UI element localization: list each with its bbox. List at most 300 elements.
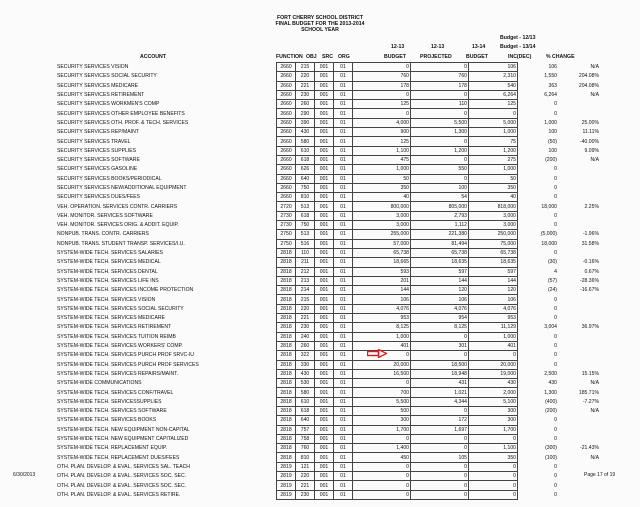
projected-cell: 120 <box>411 286 469 295</box>
pct-change-cell <box>558 416 600 425</box>
src-cell: 001 <box>315 230 334 239</box>
projected-cell: 4,344 <box>411 397 469 406</box>
budget-1314-cell: 5,000 <box>469 118 518 127</box>
function-cell: 2818 <box>277 276 296 285</box>
src-header: SRC <box>322 54 333 60</box>
pct-change-cell <box>558 314 600 323</box>
table-row <box>56 434 600 443</box>
budget-1213-cell: 0 <box>353 109 411 118</box>
budget-1314-header: BUDGET <box>466 54 488 60</box>
projected-cell: 0 <box>411 481 469 490</box>
projected-cell: 0 <box>411 351 469 360</box>
src-cell: 001 <box>315 128 334 137</box>
org-cell: 01 <box>334 453 353 462</box>
org-cell: 01 <box>334 239 353 248</box>
projected-cell: 1,112 <box>411 221 469 230</box>
src-cell: 001 <box>315 276 334 285</box>
obj-cell: 220 <box>296 472 315 481</box>
budget-1213-cell: 125 <box>353 137 411 146</box>
obj-cell: 221 <box>296 481 315 490</box>
account-cell: SYSTEM-WIDE TECH. SERVICES PURCH PROF SRVC-IU <box>57 352 194 359</box>
org-cell: 01 <box>334 72 353 81</box>
budget-1213-cell: 4,000 <box>353 118 411 127</box>
inc-dec-cell: 1,550 <box>544 73 557 80</box>
function-cell: 2818 <box>277 416 296 425</box>
projected-cell: 0 <box>411 462 469 471</box>
budget-subtitle: FINAL BUDGET FOR THE 2013-2014 <box>275 21 365 27</box>
account-cell: SYSTEM-WIDE TECH. SERVICES RETIREMENT <box>57 324 172 331</box>
account-cell: SYSTEM-WIDE TECH. NEW EQUIPMENT CAPITALIZED <box>57 436 189 443</box>
table-row <box>56 118 600 127</box>
table-row <box>56 239 600 248</box>
inc-dec-cell: (24) <box>547 287 557 294</box>
projected-cell: 0 <box>411 174 469 183</box>
table-row <box>56 267 600 276</box>
projected-cell: 1,021 <box>411 388 469 397</box>
table-row <box>56 314 600 323</box>
org-cell: 01 <box>334 425 353 434</box>
inc-dec-cell: 0 <box>554 352 557 359</box>
obj-cell: 221 <box>296 81 315 90</box>
projected-cell: 0 <box>411 63 469 72</box>
obj-cell: 215 <box>296 295 315 304</box>
function-cell: 2660 <box>277 90 296 99</box>
account-cell: OTH. PLAN. DEVELOP. & EVAL. SERVICES SOC. SEC. <box>57 473 187 480</box>
pct-change-cell <box>558 360 600 369</box>
function-cell: 2660 <box>277 128 296 137</box>
function-cell: 2660 <box>277 193 296 202</box>
table-row <box>56 193 600 202</box>
src-cell: 001 <box>315 221 334 230</box>
table-row <box>56 146 600 155</box>
budget-1213-cell: 125 <box>353 100 411 109</box>
budget-1213-cell: 8,125 <box>353 323 411 332</box>
budget-1213-cell: 40 <box>353 193 411 202</box>
src-cell: 001 <box>315 397 334 406</box>
org-cell: 01 <box>334 109 353 118</box>
account-cell: OTH. PLAN. DEVELOP. & EVAL. SERVICES SAL. TEACH <box>57 463 190 470</box>
account-cell: OTH. PLAN. DEVELOP. & EVAL. SERVICES RETIRE. <box>57 491 181 498</box>
pct-change-cell <box>558 341 600 350</box>
account-cell: SYSTEM-WIDE TECH. SERVICES SALARIES <box>57 250 163 257</box>
year-1213-projected-label: 12-13 <box>431 44 445 50</box>
budget-1213-cell: 0 <box>353 481 411 490</box>
function-cell: 2818 <box>277 341 296 350</box>
table-row <box>56 109 600 118</box>
table-row <box>56 360 600 369</box>
account-cell: SECURITY SERVICES WORKMEN'S COMP <box>57 101 160 108</box>
budget-1314-cell: 1,000 <box>469 128 518 137</box>
table-row <box>56 323 600 332</box>
account-cell: SECURITY SERVICES OTH. PROF. & TECH. SERVICES <box>57 119 189 126</box>
school-year-label: SCHOOL YEAR <box>301 27 339 33</box>
inc-dec-cell: 1,000 <box>544 119 557 126</box>
org-cell: 01 <box>334 267 353 276</box>
function-cell: 2818 <box>277 248 296 257</box>
org-cell: 01 <box>334 137 353 146</box>
org-cell: 01 <box>334 304 353 313</box>
table-row <box>56 425 600 434</box>
budget-1314-cell: 19,000 <box>469 369 518 378</box>
function-cell: 2660 <box>277 146 296 155</box>
budget-1213-cell: 1,100 <box>353 146 411 155</box>
inc-dec-cell: 0 <box>554 110 557 117</box>
table-row <box>56 453 600 462</box>
budget-1213-cell: 0 <box>353 90 411 99</box>
projected-cell: 301 <box>411 341 469 350</box>
org-cell: 01 <box>334 193 353 202</box>
budget-1213-cell: 3,000 <box>353 221 411 230</box>
obj-cell: 757 <box>296 425 315 434</box>
projected-cell: 65,738 <box>411 248 469 257</box>
org-cell: 01 <box>334 351 353 360</box>
inc-dec-cell: 0 <box>554 343 557 350</box>
src-cell: 001 <box>315 211 334 220</box>
org-cell: 01 <box>334 81 353 90</box>
inc-dec-cell: 106 <box>548 64 557 71</box>
org-cell: 01 <box>334 472 353 481</box>
budget-1314-cell: 75 <box>469 137 518 146</box>
src-cell: 001 <box>315 453 334 462</box>
table-row <box>56 369 600 378</box>
org-cell: 01 <box>334 314 353 323</box>
budget-1213-cell: 178 <box>353 81 411 90</box>
pct-change-cell <box>558 248 600 257</box>
function-cell: 2818 <box>277 304 296 313</box>
budget-1314-cell: 0 <box>469 472 518 481</box>
account-cell: SYSTEM-WIDE TECH. SERVICES MEDICARE <box>57 315 165 322</box>
projected-cell: 597 <box>411 267 469 276</box>
table-row <box>56 490 600 499</box>
src-cell: 001 <box>315 406 334 415</box>
account-cell: SYSTEM-WIDE TECH. SERVICES VISION <box>57 296 156 303</box>
inc-dec-cell: 0 <box>554 315 557 322</box>
table-row <box>56 90 600 99</box>
src-cell: 001 <box>315 100 334 109</box>
account-cell: SYSTEM-WIDE TECH. NEW EQUIPMENT NON-CAPITAL <box>57 426 190 433</box>
table-row <box>56 221 600 230</box>
obj-cell: 220 <box>296 72 315 81</box>
obj-cell: 330 <box>296 360 315 369</box>
function-cell: 2819 <box>277 490 296 499</box>
inc-dec-cell: 100 <box>548 147 557 154</box>
projected-cell: 0 <box>411 406 469 415</box>
obj-cell: 626 <box>296 165 315 174</box>
projected-cell: 954 <box>411 314 469 323</box>
obj-cell: 430 <box>296 128 315 137</box>
obj-cell: 230 <box>296 90 315 99</box>
org-header: ORG <box>338 54 350 60</box>
function-cell: 2730 <box>277 211 296 220</box>
table-row <box>56 332 600 341</box>
function-cell: 2818 <box>277 406 296 415</box>
function-cell: 2750 <box>277 230 296 239</box>
src-cell: 001 <box>315 341 334 350</box>
pct-change-cell <box>558 221 600 230</box>
footer-page-number: Page 17 of 19 <box>584 472 616 478</box>
src-cell: 001 <box>315 434 334 443</box>
inc-dec-cell: 100 <box>548 129 557 136</box>
projected-cell: 110 <box>411 100 469 109</box>
budget-1213-cell: 450 <box>353 453 411 462</box>
org-cell: 01 <box>334 276 353 285</box>
inc-dec-cell: 18,000 <box>541 203 557 210</box>
obj-cell: 810 <box>296 453 315 462</box>
function-cell: 2660 <box>277 109 296 118</box>
obj-cell: 260 <box>296 341 315 350</box>
table-row <box>56 304 600 313</box>
projected-header: PROJECTED <box>420 54 452 60</box>
function-cell: 2660 <box>277 63 296 72</box>
budget-1213-cell: 593 <box>353 267 411 276</box>
function-cell: 2818 <box>277 444 296 453</box>
budget-1314-cell: 430 <box>469 379 518 388</box>
pct-change-cell: 36.97% <box>581 324 599 331</box>
budget-1314-cell: 40 <box>469 193 518 202</box>
pct-change-cell <box>558 165 600 174</box>
obj-cell: 290 <box>296 109 315 118</box>
budget-1213-cell: 0 <box>353 379 411 388</box>
src-cell: 001 <box>315 118 334 127</box>
src-cell: 001 <box>315 174 334 183</box>
src-cell: 001 <box>315 109 334 118</box>
pct-change-cell <box>558 100 600 109</box>
function-cell: 2730 <box>277 221 296 230</box>
obj-cell: 260 <box>296 100 315 109</box>
org-cell: 01 <box>334 90 353 99</box>
budget-1213-cell: 0 <box>353 490 411 499</box>
inc-dec-cell: 0 <box>554 175 557 182</box>
function-cell: 2818 <box>277 360 296 369</box>
inc-dec-cell: (30) <box>547 259 557 266</box>
table-row <box>56 174 600 183</box>
budget-1213-cell: 20,000 <box>353 360 411 369</box>
function-cell: 2818 <box>277 425 296 434</box>
account-cell: NONPUB. TRANS. STUDENT TRANSP. SERVICES/I.U. <box>57 240 185 247</box>
function-cell: 2660 <box>277 183 296 192</box>
src-cell: 001 <box>315 425 334 434</box>
budget-1314-cell: 1,000 <box>469 332 518 341</box>
pct-change-cell: -1.96% <box>582 231 599 238</box>
inc-dec-cell: (57) <box>547 277 557 284</box>
function-cell: 2660 <box>277 165 296 174</box>
budget-1213-cell: 255,000 <box>353 230 411 239</box>
pct-change-cell: 204.08% <box>578 82 599 89</box>
pct-change-cell: N/A <box>590 408 599 415</box>
projected-cell: 431 <box>411 379 469 388</box>
obj-cell: 390 <box>296 118 315 127</box>
inc-dec-cell: 363 <box>548 82 557 89</box>
table-row <box>56 351 600 360</box>
table-row <box>56 211 600 220</box>
org-cell: 01 <box>334 248 353 257</box>
budget-1213-cell: 106 <box>353 295 411 304</box>
obj-cell: 214 <box>296 286 315 295</box>
budget-1213-cell: 18,665 <box>353 258 411 267</box>
inc-dec-cell: 0 <box>554 166 557 173</box>
obj-cell: 215 <box>296 63 315 72</box>
account-cell: SYSTEM-WIDE TECH. SERVICESSUPPLIES <box>57 398 162 405</box>
year-1314-label: 13-14 <box>472 44 486 50</box>
pct-change-cell: 2.25% <box>584 203 599 210</box>
org-cell: 01 <box>334 211 353 220</box>
pct-change-cell: N/A <box>590 157 599 164</box>
obj-cell: 810 <box>296 193 315 202</box>
account-cell: SYSTEM-WIDE TECH. SERVICES CONF/TRAVEL <box>57 389 174 396</box>
org-cell: 01 <box>334 295 353 304</box>
org-cell: 01 <box>334 444 353 453</box>
src-cell: 001 <box>315 332 334 341</box>
obj-header: OBJ <box>306 54 317 60</box>
projected-cell: 105 <box>411 453 469 462</box>
account-cell: SYSTEM-WIDE TECH. SERVICES SOFTWARE <box>57 408 167 415</box>
table-row <box>56 406 600 415</box>
projected-cell: 18,948 <box>411 369 469 378</box>
pct-change-cell: -28.36% <box>580 277 599 284</box>
obj-cell: 618 <box>296 155 315 164</box>
account-cell: SECURITY SERVICES BOOKS/PERIODICAL <box>57 175 162 182</box>
inc-dec-cell: (5,000) <box>540 231 557 238</box>
budget-1314-cell: 125 <box>469 100 518 109</box>
budget-1213-cell: 0 <box>353 63 411 72</box>
src-cell: 001 <box>315 416 334 425</box>
account-cell: SYSTEM-WIDE TECH. REPLACEMENT DUES/FEES <box>57 454 180 461</box>
src-cell: 001 <box>315 314 334 323</box>
pct-change-cell <box>558 351 600 360</box>
function-cell: 2819 <box>277 472 296 481</box>
budget-1213-cell: 50 <box>353 174 411 183</box>
projected-cell: 2,793 <box>411 211 469 220</box>
account-cell: SECURITY SERVICES TRAVEL <box>57 138 131 145</box>
budget-table <box>56 62 601 500</box>
district-title: FORT CHERRY SCHOOL DISTRICT <box>276 15 364 21</box>
budget-1314-cell: 250,000 <box>469 230 518 239</box>
function-cell: 2818 <box>277 453 296 462</box>
account-cell: SYSTEM-WIDE TECH. SERVICES BOOKS <box>57 417 157 424</box>
function-cell: 2818 <box>277 434 296 443</box>
function-cell: 2819 <box>277 481 296 490</box>
account-header: ACCOUNT <box>140 54 166 60</box>
src-cell: 001 <box>315 490 334 499</box>
inc-dec-cell: 6,264 <box>544 92 557 99</box>
projected-cell: 81,494 <box>411 239 469 248</box>
table-row <box>56 341 600 350</box>
red-arrow-icon <box>367 349 387 358</box>
inc-dec-cell: 0 <box>554 333 557 340</box>
src-cell: 001 <box>315 323 334 332</box>
budget-1314-cell: 11,129 <box>469 323 518 332</box>
inc-dec-cell: (50) <box>547 138 557 145</box>
account-cell: SYSTEM-WIDE TECH. REPLACEMENT EQUIP. <box>57 445 168 452</box>
org-cell: 01 <box>334 397 353 406</box>
budget-1213-cell: 700 <box>353 388 411 397</box>
account-cell: SECURITY SERVICES REP/MAINT <box>57 129 139 136</box>
obj-cell: 758 <box>296 434 315 443</box>
org-cell: 01 <box>334 165 353 174</box>
table-row <box>56 202 600 211</box>
function-cell: 2818 <box>277 397 296 406</box>
src-cell: 001 <box>315 183 334 192</box>
account-cell: VEH. OPERATION. SERVICES CONTR. CARRIERS <box>57 203 178 210</box>
obj-cell: 610 <box>296 397 315 406</box>
projected-cell: 0 <box>411 490 469 499</box>
pct-change-cell <box>558 462 600 471</box>
src-cell: 001 <box>315 81 334 90</box>
budget-1314-cell: 2,000 <box>469 388 518 397</box>
pct-change-cell: 31.58% <box>581 240 599 247</box>
inc-dec-cell: (300) <box>545 445 557 452</box>
function-cell: 2818 <box>277 314 296 323</box>
table-row <box>56 183 600 192</box>
account-cell: SECURITY SERVICES MEDICARE <box>57 82 139 89</box>
budget-1314-cell: 300 <box>469 416 518 425</box>
pct-change-cell: 0.67% <box>584 268 599 275</box>
inc-dec-cell: 0 <box>554 491 557 498</box>
src-cell: 001 <box>315 388 334 397</box>
table-row <box>56 155 600 164</box>
org-cell: 01 <box>334 434 353 443</box>
inc-dec-cell: 0 <box>554 296 557 303</box>
src-cell: 001 <box>315 72 334 81</box>
account-cell: SECURITY SERVICES GASOLINE <box>57 166 138 173</box>
src-cell: 001 <box>315 202 334 211</box>
obj-cell: 580 <box>296 388 315 397</box>
projected-cell: 144 <box>411 276 469 285</box>
budget-1314-cell: 1,100 <box>469 444 518 453</box>
budget-1213-cell: 144 <box>353 286 411 295</box>
budget-1314-cell: 275 <box>469 155 518 164</box>
budget-1314-cell: 106 <box>469 295 518 304</box>
org-cell: 01 <box>334 63 353 72</box>
budget-1314-cell: 65,738 <box>469 248 518 257</box>
budget-1314-cell: 106 <box>469 63 518 72</box>
budget-1213-cell: 57,000 <box>353 239 411 248</box>
account-cell: SECURITY SERVICES DUES/FEES <box>57 194 141 201</box>
account-cell: SYSTEM-WIDE TECH. SERVICES LIFE INS <box>57 277 159 284</box>
pct-change-cell <box>558 193 600 202</box>
pct-change-cell <box>558 490 600 499</box>
table-row <box>56 462 600 471</box>
projected-cell: 1,200 <box>411 146 469 155</box>
budget-1213-cell: 300 <box>353 416 411 425</box>
projected-cell: 221,380 <box>411 230 469 239</box>
budget-1213-cell: 475 <box>353 155 411 164</box>
function-cell: 2818 <box>277 286 296 295</box>
budget-1314-cell: 818,000 <box>469 202 518 211</box>
inc-dec-cell: 0 <box>554 101 557 108</box>
org-cell: 01 <box>334 406 353 415</box>
pct-change-cell: -21.43% <box>580 445 599 452</box>
pct-change-cell: N/A <box>590 454 599 461</box>
table-row <box>56 444 600 453</box>
pct-change-cell <box>558 109 600 118</box>
obj-cell: 618 <box>296 406 315 415</box>
function-cell: 2818 <box>277 267 296 276</box>
pct-change-cell: -0.16% <box>582 259 599 266</box>
budget-1314-cell: 350 <box>469 453 518 462</box>
org-cell: 01 <box>334 332 353 341</box>
inc-dec-cell: 0 <box>554 473 557 480</box>
projected-cell: 1,697 <box>411 425 469 434</box>
table-row <box>56 128 600 137</box>
inc-dec-cell: 430 <box>548 380 557 387</box>
pct-change-cell <box>558 295 600 304</box>
org-cell: 01 <box>334 369 353 378</box>
org-cell: 01 <box>334 155 353 164</box>
account-cell: OTH. PLAN. DEVELOP. & EVAL. SERVICES SOC. SEC. <box>57 482 187 489</box>
src-cell: 001 <box>315 193 334 202</box>
obj-cell: 322 <box>296 351 315 360</box>
